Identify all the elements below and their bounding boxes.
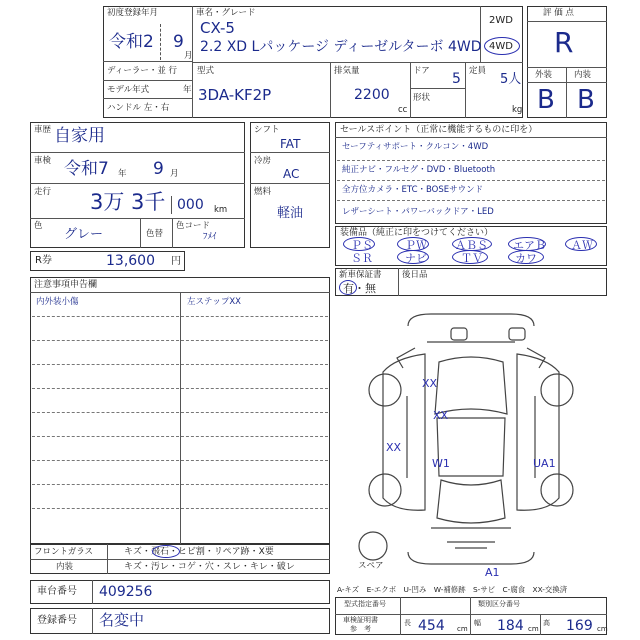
chassis-label: 車台番号 — [37, 586, 77, 597]
equip-navi: ナビ — [405, 252, 427, 265]
color-label: 色 — [34, 221, 43, 231]
type-ref-label: 型式指定番号 — [344, 600, 386, 608]
damage-mark-w1: W1 — [432, 457, 450, 470]
height-unit: 高 — [543, 619, 550, 627]
notes-title: 注意事項申告欄 — [34, 280, 98, 290]
type-label: 型式 — [197, 66, 215, 76]
fuel-label: 燃料 — [254, 187, 272, 197]
front-glass-value: キズ・飛石・ヒビ割・リペア跡・X要 — [124, 547, 274, 557]
equip-leather-circle — [508, 250, 544, 264]
length-unit: 長 — [404, 619, 411, 627]
front-glass-label: フロントガラス — [34, 547, 93, 557]
category-ref-label: 類別区分番号 — [478, 600, 520, 608]
exterior-label: 外装 — [535, 70, 553, 80]
color-change-label: 色替 — [146, 229, 164, 239]
equip-tv: ＴＶ — [461, 252, 483, 265]
color-code-value: ﾌﾒｲ — [203, 232, 217, 242]
first-reg-label: 初度登録年月 — [107, 8, 159, 18]
displacement-value: 2200 — [354, 87, 390, 103]
type-code: 3DA-KF2P — [198, 86, 272, 104]
dealer-label: ディーラー・並 行 — [107, 66, 178, 76]
grade-score-value: R — [554, 26, 574, 59]
door-value: 5 — [452, 71, 461, 87]
warranty-label: 新車保証書 — [339, 270, 382, 280]
after-item-label: 後日品 — [402, 270, 428, 280]
equip-sr: ＳＲ — [351, 252, 373, 265]
ac-value: AC — [283, 167, 300, 181]
drive-4wd: 4WD — [489, 41, 513, 52]
chassis-value: 409256 — [99, 584, 153, 600]
front-glass-chip-circle — [152, 545, 180, 558]
name-grade-label: 車名・グレード — [196, 8, 256, 18]
interior-label: 内装 — [574, 70, 592, 80]
inspection-era: 令和7 — [64, 159, 109, 179]
mileage-value: 3万 3千 — [90, 190, 166, 214]
damage-mark-xx-1: XX — [422, 377, 438, 390]
model-year-label: モデル年式 — [107, 85, 150, 95]
inspection-month: 9 — [153, 159, 164, 179]
yen-unit: 円 — [171, 256, 181, 267]
first-reg-month: 9 — [173, 32, 184, 52]
grade-score-label: 評 価 点 — [543, 8, 574, 18]
cc-unit: cc — [398, 105, 408, 115]
capacity-value: 5人 — [500, 72, 522, 87]
interior-row-label: 内装 — [56, 562, 74, 572]
equipment-title: 装備品（純正に印をつけてください） — [340, 228, 494, 238]
recycle-label: R券 — [35, 255, 52, 266]
ac-label: 冷房 — [254, 156, 272, 166]
cert-label: 車検証明書 — [343, 616, 378, 624]
shape-label: 形状 — [413, 93, 431, 103]
exterior-grade: B — [537, 85, 555, 115]
width-value: 184 — [497, 618, 524, 634]
width-unit: 幅 — [474, 619, 481, 627]
sales-point-3: 全方位カメラ・ETC・BOSEサウンド — [342, 185, 484, 195]
equip-ps: ＰＳ — [351, 239, 373, 252]
first-reg-era: 令和2 — [109, 32, 154, 52]
damage-mark-xx-3: XX — [386, 441, 402, 454]
damage-legend: A-キズ E-エクボ U-凹み W-補修跡 S-サビ C-腐食 XX-交換済 — [337, 585, 568, 594]
category-label: 車歴 — [34, 125, 52, 135]
registration-label: 登録番号 — [37, 615, 77, 626]
car-diagram — [335, 298, 607, 580]
ref-label: 参 考 — [350, 625, 371, 633]
inspection-year-unit: 年 — [118, 169, 127, 179]
sales-points-title: セールスポイント（正常に機能するものに印を） — [340, 125, 538, 135]
shift-label: シフト — [254, 125, 280, 135]
grade-text: 2.2 XD Lパッケージ ディーゼルターボ 4WD — [200, 39, 482, 55]
damage-mark-xx-2: XX — [433, 409, 449, 422]
damage-mark-a1: A1 — [485, 566, 500, 579]
equip-aw-circle — [565, 237, 597, 251]
drive-2wd: 2WD — [489, 15, 513, 26]
door-label: ドア — [413, 66, 430, 76]
equip-leather: カワ — [515, 252, 537, 265]
equip-abs: ＡＢＳ — [455, 239, 488, 252]
displacement-label: 排気量 — [334, 66, 360, 76]
color-value: グレー — [64, 227, 104, 242]
category-value: 自家用 — [54, 126, 105, 146]
equip-airbag-circle — [508, 237, 546, 251]
model-year-unit: 年 — [183, 85, 192, 95]
equip-pw-circle — [397, 237, 429, 251]
damage-mark-ua1: UA1 — [533, 457, 556, 470]
interior-row-value: キズ・汚レ・コゲ・穴・スレ・キレ・破レ — [124, 562, 295, 572]
width-cm: cm — [528, 625, 539, 633]
notes-left: 内外装小傷 — [36, 297, 79, 307]
equip-airbag: エアＢ — [513, 239, 546, 252]
model-name: CX-5 — [200, 19, 235, 37]
length-cm: cm — [457, 625, 468, 633]
first-reg-month-unit: 月 — [184, 51, 193, 61]
fuel-value: 軽油 — [277, 206, 304, 221]
sales-point-1: セーフティサポート・クルコン・4WD — [342, 142, 489, 152]
notes-right: 左ステップXX — [187, 297, 241, 307]
handle-label: ハンドル 左・右 — [107, 103, 170, 113]
equip-tv-circle — [452, 250, 488, 264]
sales-point-4: レザーシート・パワーバックドア・LED — [342, 207, 494, 217]
spare-label: スペア — [358, 561, 384, 571]
shift-value: FAT — [280, 137, 301, 151]
inspection-label: 車検 — [34, 156, 52, 166]
recycle-value: 13,600 — [106, 253, 155, 269]
registration-value: 名変中 — [99, 611, 145, 629]
mileage-tail: 000 — [177, 197, 204, 213]
color-code-label: 色コード — [176, 221, 211, 231]
equip-abs-circle — [452, 237, 492, 251]
equip-aw: ＡＷ — [571, 239, 593, 252]
height-cm: cm — [597, 625, 608, 633]
warranty-value: 有・無 — [343, 282, 376, 295]
warranty-yes-circle — [339, 280, 357, 295]
kg-unit: kg — [512, 105, 523, 115]
sales-point-2: 純正ナビ・フルセグ・DVD・Bluetooth — [342, 165, 496, 175]
length-value: 454 — [418, 618, 445, 634]
equip-pw: ＰＷ — [405, 239, 427, 252]
drive-4wd-circle — [484, 37, 520, 55]
km-unit: km — [214, 205, 228, 215]
equip-navi-circle — [397, 250, 429, 264]
interior-grade: B — [577, 85, 595, 115]
height-value: 169 — [566, 618, 593, 634]
capacity-label: 定員 — [469, 66, 487, 76]
mileage-label: 走行 — [34, 187, 52, 197]
equip-ps-circle — [343, 237, 375, 251]
inspection-month-unit: 月 — [170, 169, 179, 179]
